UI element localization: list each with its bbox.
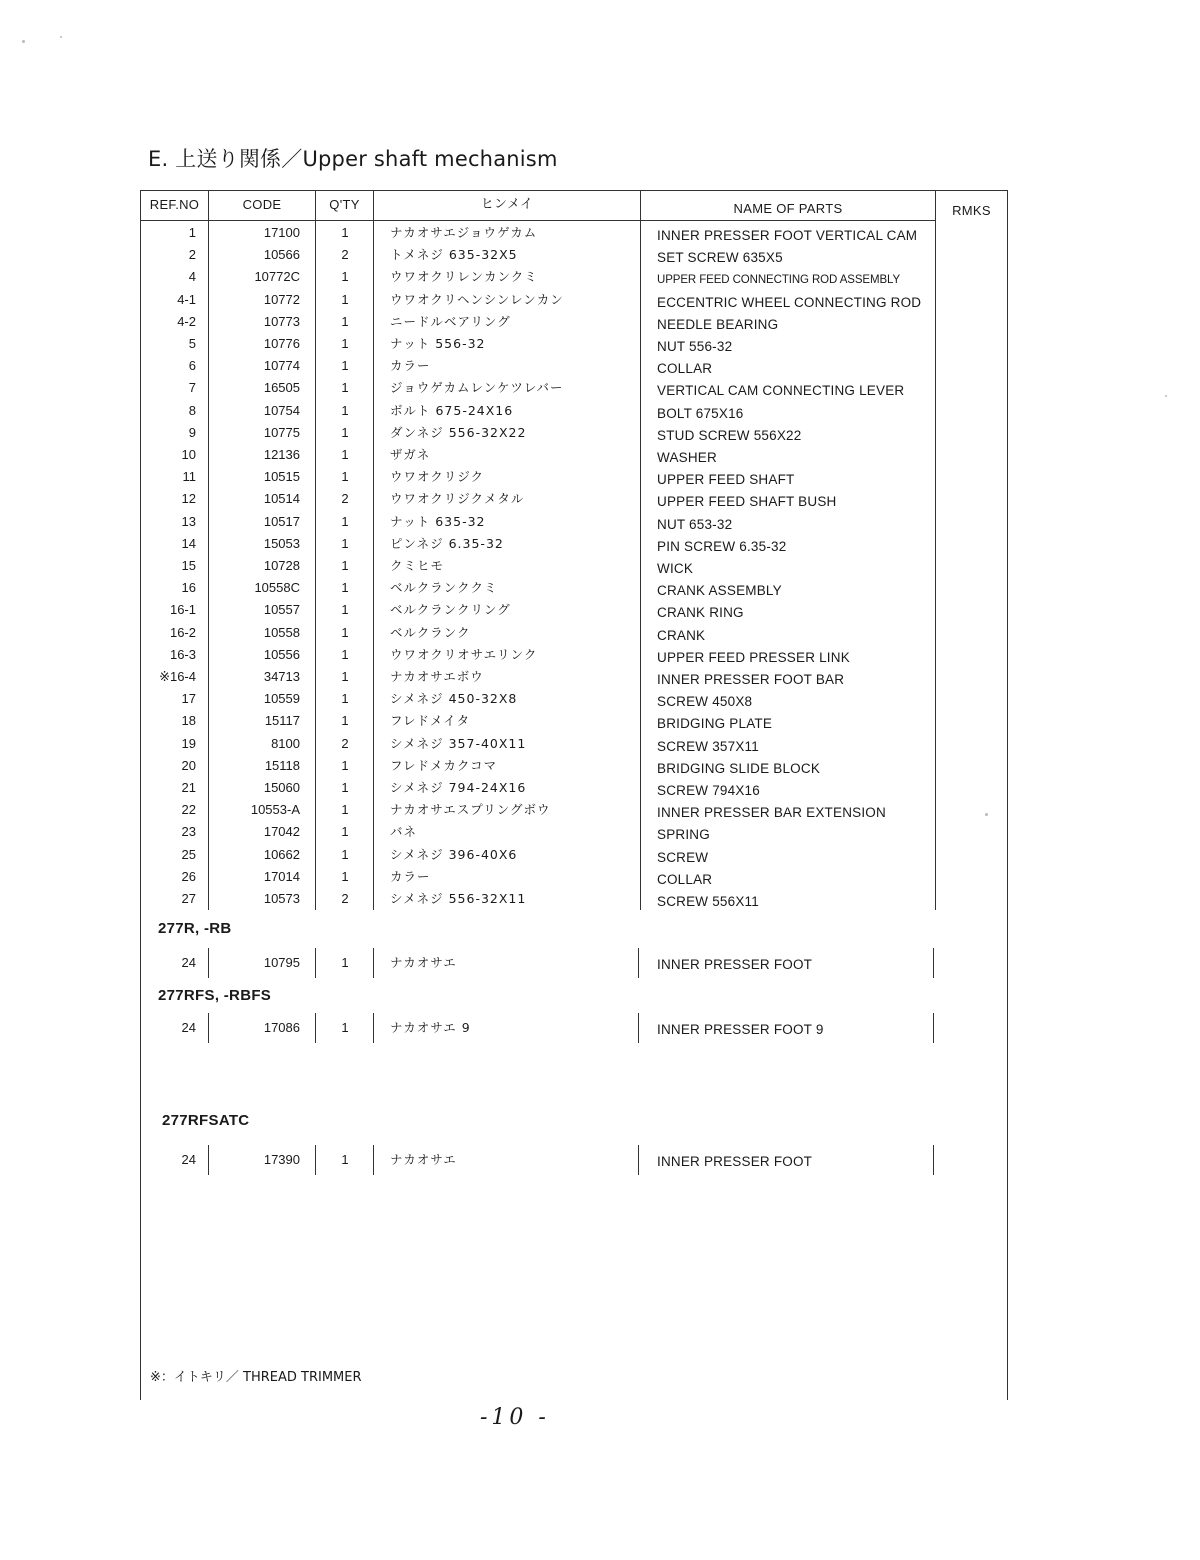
table-row (140, 333, 940, 355)
ref-no: 22 (181, 802, 196, 818)
table-row (140, 666, 940, 688)
ref-no: ※16-4 (159, 669, 196, 684)
row-divider (638, 1013, 639, 1043)
quantity: 1 (341, 580, 349, 596)
quantity: 1 (341, 624, 349, 640)
table-row (140, 688, 940, 710)
variant-label: 277RFSATC (162, 1112, 250, 1129)
ref-no: 4-2 (177, 313, 196, 329)
part-name: SCREW (657, 849, 709, 865)
part-code: 15118 (264, 757, 300, 773)
table-row (140, 422, 940, 444)
ref-no: 23 (181, 824, 196, 840)
part-code: 10566 (263, 247, 300, 263)
part-name-jp: ウワオクリオサエリンク (390, 646, 538, 662)
part-code: 12136 (263, 447, 300, 462)
row-divider (933, 948, 934, 978)
part-name-jp: ベルクランク (390, 624, 471, 640)
table-row (140, 533, 940, 555)
section-letter: E. (148, 147, 169, 171)
part-code: 10772C (254, 269, 300, 285)
variant-label: 277RFS, -RBFS (158, 987, 272, 1004)
table-row (140, 888, 940, 910)
part-code: 15060 (263, 780, 300, 795)
part-name: UPPER FEED PRESSER LINK (657, 649, 850, 665)
ref-no: 17 (181, 691, 196, 707)
part-code: 10795 (263, 955, 300, 970)
table-row (140, 844, 940, 866)
part-name: WASHER (657, 450, 717, 465)
part-name: SPRING (657, 827, 710, 843)
part-name: INNER PRESSER FOOT VERTICAL CAM (657, 228, 918, 243)
part-name-jp: ベルクランクリング (390, 602, 511, 618)
table-row (140, 555, 940, 577)
part-name-jp: ウワオクリジクメタル (390, 491, 525, 507)
part-name-jp: シメネジ 396-40X6 (390, 846, 518, 862)
part-name: WICK (657, 561, 694, 576)
title-jp: 上送り関係／ (175, 147, 303, 171)
table-row (140, 622, 940, 644)
part-code: 10515 (263, 469, 300, 485)
scan-speck (60, 36, 62, 38)
part-name: CRANK (657, 627, 706, 643)
ref-no: 21 (181, 780, 196, 795)
quantity: 1 (341, 669, 349, 684)
part-name: UPPER FEED CONNECTING ROD ASSEMBLY (657, 274, 901, 287)
part-name-jp: ジョウゲカムレンケツレバー (390, 380, 564, 396)
table-row (140, 289, 940, 311)
part-name: NUT 653-32 (657, 516, 733, 532)
variant-row (140, 948, 940, 978)
part-name-jp: ナット 635-32 (390, 513, 486, 529)
part-code: 10662 (263, 846, 300, 862)
part-code: 10558C (254, 580, 300, 596)
part-name-jp: トメネジ 635-32X5 (390, 247, 518, 263)
table-row (140, 777, 940, 799)
quantity: 1 (341, 713, 349, 729)
quantity: 1 (341, 1152, 349, 1167)
part-name: SCREW 450X8 (657, 694, 753, 710)
part-name-jp: ウワオクリヘンシンレンカン (390, 291, 564, 307)
ref-no: 26 (181, 868, 196, 884)
part-code: 10553-A (250, 802, 300, 818)
page-title (148, 143, 558, 173)
table-row (140, 400, 940, 422)
quantity: 1 (341, 955, 349, 970)
quantity: 1 (341, 380, 349, 396)
quantity: 2 (341, 491, 349, 507)
quantity: 1 (341, 868, 349, 884)
table-row (140, 466, 940, 488)
row-divider (933, 1145, 934, 1175)
part-name-jp: カラー (390, 868, 431, 884)
col-header-code: CODE (242, 197, 282, 212)
quantity: 1 (341, 225, 349, 240)
row-divider (315, 1145, 316, 1175)
variant-row (140, 1013, 940, 1043)
part-name-jp: フレドメイタ (390, 713, 471, 729)
part-name: UPPER FEED SHAFT BUSH (657, 494, 837, 510)
row-divider (315, 1013, 316, 1043)
part-name-jp: ピンネジ 6.35-32 (390, 535, 504, 551)
ref-no: 12 (181, 491, 196, 507)
quantity: 1 (341, 358, 349, 374)
part-name: SCREW 357X11 (657, 738, 759, 754)
ref-no: 2 (188, 247, 196, 263)
row-divider (208, 1145, 209, 1175)
part-code: 10556 (263, 646, 300, 662)
col-header-qty: Q'TY (329, 197, 360, 212)
part-name: VERTICAL CAM CONNECTING LEVER (657, 383, 905, 399)
quantity: 1 (341, 824, 349, 840)
part-name: PIN SCREW 6.35-32 (657, 538, 787, 554)
ref-no: 14 (181, 535, 196, 551)
part-name-jp: カラー (390, 358, 431, 374)
quantity: 1 (341, 313, 349, 329)
table-row (140, 377, 940, 399)
part-name: BRIDGING SLIDE BLOCK (657, 760, 821, 776)
part-name: INNER PRESSER BAR EXTENSION (657, 805, 886, 821)
quantity: 1 (341, 402, 349, 418)
part-name-jp: ナカオサエジョウゲカム (390, 225, 538, 240)
part-code: 10772 (263, 291, 300, 307)
part-name-jp: ナカオサエボウ (390, 669, 484, 684)
title-en: Upper shaft mechanism (302, 147, 558, 171)
ref-no: 13 (181, 513, 196, 529)
quantity: 1 (341, 336, 349, 351)
ref-no: 25 (181, 846, 196, 862)
table-row (140, 821, 940, 843)
ref-no: 6 (188, 358, 196, 374)
part-name-jp: ナカオサエスプリングボウ (390, 802, 551, 818)
scan-speck (22, 40, 25, 43)
part-name: COLLAR (657, 871, 713, 887)
part-code: 15117 (264, 713, 300, 729)
ref-no: 9 (188, 424, 196, 440)
part-name: INNER PRESSER FOOT (657, 957, 813, 972)
part-name-jp: フレドメカクコマ (390, 757, 498, 773)
part-name: CRANK ASSEMBLY (657, 583, 782, 599)
part-name: SCREW 794X16 (657, 783, 760, 798)
part-code: 10775 (263, 424, 300, 440)
part-code: 34713 (263, 669, 300, 684)
part-code: 17042 (263, 824, 300, 840)
quantity: 2 (341, 735, 349, 751)
table-row (140, 866, 940, 888)
part-code: 10517 (263, 513, 300, 529)
table-row (140, 244, 940, 266)
row-divider (373, 1013, 374, 1043)
table-row (140, 733, 940, 755)
page-number: -10 - (480, 1405, 550, 1430)
table-row (140, 488, 940, 510)
scan-speck (1165, 395, 1167, 397)
part-name-jp: ダンネジ 556-32X22 (390, 424, 527, 440)
row-divider (373, 1145, 374, 1175)
part-name: NEEDLE BEARING (657, 316, 779, 332)
part-name-jp: ニードルベアリング (390, 313, 511, 329)
table-row (140, 311, 940, 333)
part-code: 8100 (271, 735, 300, 751)
table-row (140, 222, 940, 244)
row-divider (315, 948, 316, 978)
table-row (140, 444, 940, 466)
ref-no: 24 (181, 1020, 196, 1035)
quantity: 1 (341, 1020, 349, 1035)
quantity: 1 (341, 602, 349, 618)
ref-no: 1 (188, 225, 196, 240)
quantity: 1 (341, 757, 349, 773)
part-code: 17100 (263, 225, 300, 240)
ref-no: 27 (181, 891, 196, 906)
quantity: 2 (341, 891, 349, 906)
variant-label: 277R, -RB (158, 920, 232, 937)
ref-no: 16-1 (169, 602, 196, 618)
part-code: 10776 (263, 336, 300, 351)
col-header-rmks: RMKS (952, 203, 991, 218)
col-header-jp: ヒンメイ (480, 197, 534, 212)
row-divider (208, 1013, 209, 1043)
part-name: BOLT 675X16 (657, 405, 744, 421)
part-name: INNER PRESSER FOOT (657, 1154, 813, 1169)
table-right-border (1007, 190, 1008, 1400)
table-row (140, 644, 940, 666)
col-header-name: NAME OF PARTS (733, 201, 843, 216)
part-code: 16505 (263, 380, 300, 396)
row-divider (373, 948, 374, 978)
part-name-jp: シメネジ 794-24X16 (390, 780, 527, 795)
part-code: 10728 (263, 558, 300, 573)
table-row (140, 599, 940, 621)
row-divider (638, 948, 639, 978)
part-code: 17086 (263, 1020, 300, 1035)
quantity: 1 (341, 846, 349, 862)
ref-no: 18 (181, 713, 196, 729)
ref-no: 24 (181, 1152, 196, 1167)
quantity: 1 (341, 513, 349, 529)
part-name-jp: ナカオサエ (390, 955, 457, 970)
quantity: 2 (341, 247, 349, 263)
part-code: 10754 (263, 402, 300, 418)
col-header-ref: REF.NO (149, 197, 200, 212)
part-code: 10773 (263, 313, 300, 329)
ref-no: 16-2 (169, 624, 196, 640)
footnote: ※：イトキリ／ THREAD TRIMMER (150, 1370, 362, 1385)
ref-no: 16 (181, 580, 196, 596)
ref-no: 4-1 (177, 291, 196, 307)
part-name: SET SCREW 635X5 (657, 250, 783, 266)
table-row (140, 755, 940, 777)
quantity: 1 (341, 691, 349, 707)
ref-no: 19 (181, 735, 196, 751)
part-name-jp: ザガネ (390, 447, 431, 462)
part-name: UPPER FEED SHAFT (657, 472, 795, 488)
part-code: 10559 (263, 691, 300, 707)
part-name-jp: シメネジ 450-32X8 (390, 691, 518, 707)
ref-no: 11 (182, 469, 196, 485)
row-divider (208, 948, 209, 978)
quantity: 1 (341, 447, 349, 462)
table-row (140, 511, 940, 533)
part-name: INNER PRESSER FOOT BAR (657, 672, 845, 687)
part-name: STUD SCREW 556X22 (657, 427, 802, 443)
part-name: ECCENTRIC WHEEL CONNECTING ROD (657, 294, 922, 310)
quantity: 1 (341, 469, 349, 485)
ref-no: 20 (181, 757, 196, 773)
part-name-jp: シメネジ 357-40X11 (390, 735, 527, 751)
part-code: 10774 (263, 358, 300, 374)
part-name-jp: ナカオサエ 9 (390, 1020, 471, 1035)
ref-no: 16-3 (169, 646, 196, 662)
part-name-jp: ナット 556-32 (390, 336, 486, 351)
part-name-jp: クミヒモ (390, 558, 445, 573)
ref-no: 7 (188, 380, 196, 396)
quantity: 1 (341, 424, 349, 440)
part-name: NUT 556-32 (657, 339, 733, 354)
part-name-jp: シメネジ 556-32X11 (390, 891, 527, 906)
part-code: 10573 (263, 891, 300, 906)
ref-no: 5 (188, 336, 196, 351)
ref-no: 4 (188, 269, 196, 285)
quantity: 1 (341, 646, 349, 662)
part-name: COLLAR (657, 361, 713, 377)
quantity: 1 (341, 269, 349, 285)
table-row (140, 799, 940, 821)
table-row (140, 266, 940, 288)
row-divider (638, 1145, 639, 1175)
quantity: 1 (341, 535, 349, 551)
ref-no: 15 (181, 558, 196, 573)
part-name-jp: ボルト 675-24X16 (390, 402, 514, 418)
part-code: 10557 (263, 602, 300, 618)
quantity: 1 (341, 291, 349, 307)
part-name: BRIDGING PLATE (657, 716, 773, 732)
table-row (140, 577, 940, 599)
part-code: 15053 (263, 535, 300, 551)
ref-no: 8 (188, 402, 196, 418)
part-code: 17014 (263, 868, 300, 884)
part-name-jp: ウワオクリレンカンクミ (390, 269, 538, 285)
part-code: 17390 (263, 1152, 300, 1167)
quantity: 1 (341, 558, 349, 573)
quantity: 1 (341, 802, 349, 818)
quantity: 1 (341, 780, 349, 795)
part-name-jp: バネ (390, 824, 418, 840)
part-name-jp: ウワオクリジク (390, 469, 485, 485)
table-row (140, 355, 940, 377)
ref-no: 24 (181, 955, 196, 970)
variant-row (140, 1145, 940, 1175)
table-row (140, 710, 940, 732)
part-name-jp: ナカオサエ (390, 1152, 457, 1167)
part-name: SCREW 556X11 (657, 894, 759, 909)
part-code: 10558 (263, 624, 300, 640)
ref-no: 10 (181, 447, 196, 462)
part-name: CRANK RING (657, 605, 744, 621)
part-code: 10514 (263, 491, 300, 507)
part-name: INNER PRESSER FOOT 9 (657, 1022, 824, 1037)
row-divider (933, 1013, 934, 1043)
table-top-border (140, 190, 1008, 191)
part-name-jp: ベルクランククミ (390, 580, 498, 596)
